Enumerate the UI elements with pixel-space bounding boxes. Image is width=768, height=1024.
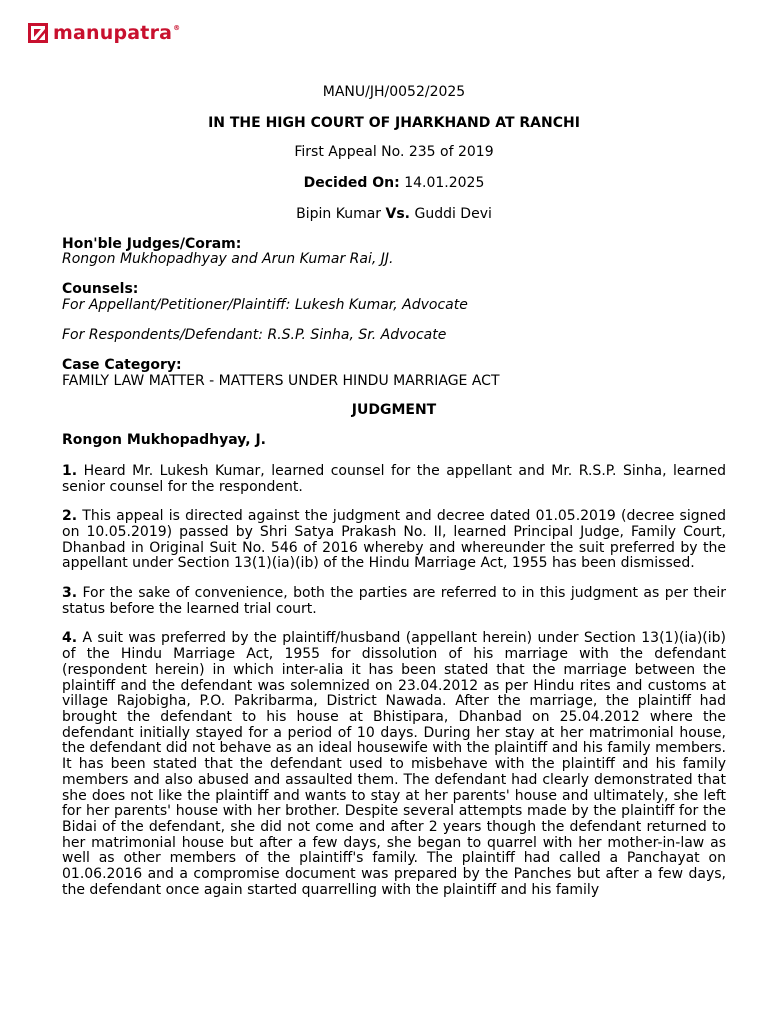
paragraph-text: Heard Mr. Lukesh Kumar, learned counsel for the appellant and Mr. R.S.P. Sinha, learned senior counsel for the respondent. [62, 462, 726, 495]
judgment-document [62, 85, 726, 912]
decided-label: Decided On: [303, 175, 400, 192]
case-category-section [62, 358, 726, 389]
manupatra-logo-icon [27, 22, 49, 44]
paragraph-number: 1. [62, 462, 78, 479]
paragraph-2 [62, 509, 726, 572]
case-parties [62, 207, 726, 223]
party-respondent: Guddi Devi [414, 205, 492, 222]
judgment-heading: JUDGMENT [351, 402, 437, 419]
case-category-heading: Case Category: [62, 357, 182, 374]
case-category-value: FAMILY LAW MATTER - MATTERS UNDER HINDU MARRIAGE ACT [62, 372, 500, 389]
paragraph-number: 2. [62, 508, 78, 525]
paragraph-text: This appeal is directed against the judgment and decree dated 01.05.2019 (decree signed on 10.05.2019) passed by Shri Satya Prakash No. II, learned Principal Judge, Family Court, Dhanbad in Original Suit No. 546 of 2016 whereby and whereunder the suit preferred by the appellant under Section 13(1)(ia)(ib) of the Hindu Marriage Act, 1955 has been dismissed. [62, 508, 726, 572]
coram-section [62, 237, 726, 268]
coram-heading: Hon'ble Judges/Coram: [62, 235, 242, 252]
party-appellant: Bipin Kumar [296, 205, 382, 222]
counsels-section [62, 282, 726, 344]
decided-date: 14.01.2025 [404, 175, 485, 192]
coram-value: Rongon Mukhopadhyay and Arun Kumar Rai, JJ. [62, 251, 394, 268]
decided-on [62, 176, 726, 192]
paragraph-number: 3. [62, 585, 78, 602]
citation: MANU/JH/0052/2025 [322, 84, 466, 100]
paragraph-4 [62, 631, 726, 898]
paragraph-number: 4. [62, 630, 78, 647]
paragraph-3 [62, 586, 726, 617]
court-name: IN THE HIGH COURT OF JHARKHAND AT RANCHI [208, 114, 580, 131]
judge-name: Rongon Mukhopadhyay, J. [62, 432, 266, 449]
paragraph-text: For the sake of convenience, both the parties are referred to in this judgment as per their status before the learned trial court. [62, 585, 727, 617]
counsel-appellant: For Appellant/Petitioner/Plaintiff: Lukesh Kumar, Advocate [62, 296, 468, 313]
appeal-number: First Appeal No. 235 of 2019 [294, 144, 494, 161]
paragraph-text: A suit was preferred by the plaintiff/husband (appellant herein) under Section 13(1)(ia)(ib) of the Hindu Marriage Act, 1955 for dissolution of his marriage with the defendant (respondent herein) in which inter-alia it has been stated that the marriage between the plaintiff and the defendant was solemnized on 23.04.2012 as per Hindu rites and customs at village Rajobigha, P.O. Pakribarma, District Nawada. After the marriage, the plaintiff had brought the defendant to his house at Bhistipara, Dhanbad on 25.04.2012 where the defendant initially stayed for a period of 10 days. During her stay at her matrimonial house, the defendant did not behave as an ideal housewife with the plaintiff and his family members. It has been stated that the defendant used to misbehave with the plaintiff and his family members and also abused and assaulted them. The defendant had clearly demonstrated that she does not like the plaintiff and wants to stay at her parents' house and ultimately, she left for her parents' house with her brother. Despite several attempts made by the plaintiff for the Bidai of the defendant, she did not come and after 2 years though the defendant returned to her matrimonial house but after a few days, she began to quarrel with her mother-in-law as well as other members of the plaintiff's family. The plaintiff had called a Panchayat on 01.06.2016 and a compromise document was prepared by the Panches but after a few days, the defendant once again started quarrelling with the plaintiff and his family [62, 630, 727, 898]
counsel-respondent: For Respondents/Defendant: R.S.P. Sinha, Sr. Advocate [62, 327, 447, 344]
logo-wordmark: manupatra® [53, 22, 181, 44]
counsels-heading: Counsels: [62, 280, 139, 297]
manupatra-logo [27, 21, 180, 45]
paragraph-1 [62, 464, 726, 495]
registered-mark: ® [173, 24, 181, 32]
versus-label: Vs. [385, 205, 411, 222]
